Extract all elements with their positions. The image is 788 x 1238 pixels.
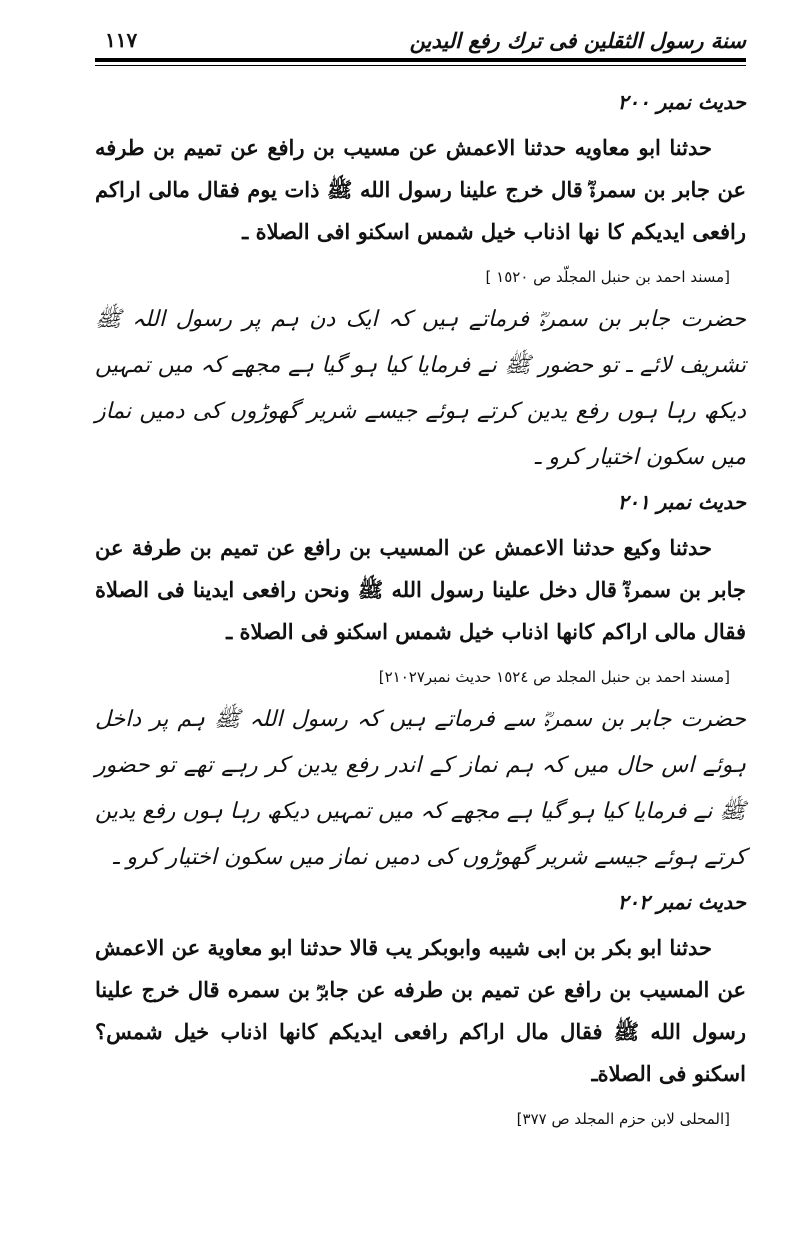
urdu-translation: حضرت جابر بن سمرہؓ سے فرماتے ہیں کہ رسول اللہ ﷺ ہم پر داخل ہوئے اس حال میں کہ ہم نماز کے اندر رفع یدین کر رہے تھے تو حضور ﷺ نے فرمایا کیا ہو گیا ہے مجھے کہ میں تمہیں دیکھ رہا ہوں رفع یدین کرتے ہوئے جیسے شریر گھوڑوں کی دمیں نماز میں سکون اختیار کرو ـ (95, 707, 746, 870)
page-header (95, 28, 746, 54)
arabic-text-body: حدثنا ابو معاويه حدثنا الاعمش عن مسيب بن رافع عن تميم بن طرفه عن جابر بن سمرةؓ قال خرج علينا رسول الله ﷺ ذات يوم فقال مالى اراكم رافعى ايديكم كا نها اذناب خيل شمس اسكنو افى الصلاة ـ (95, 135, 746, 244)
arabic-text (95, 927, 746, 1095)
header-rule-thick (95, 58, 746, 62)
source-reference: [مسند احمد بن حنبل المجلّد ص ١٥٢٠ ] (485, 268, 730, 286)
arabic-text-body: حدثنا ابو بكر بن ابى شيبه وابوبكر يب قالا حدثنا ابو معاوية عن الاعمش عن المسيب بن رافع عن تميم بن طرفه عن جابرؓ بن سمره قال خرج علينا رسول الله ﷺ فقال مال اراكم رافعى ايديكم كانها اذناب خيل شمس؟ اسكنو فى الصلاةـ (95, 935, 746, 1086)
page-body (95, 85, 746, 1139)
hadith-heading: حدیث نمبر ٢٠١ (617, 490, 746, 514)
arabic-text (95, 127, 746, 253)
source-reference: [مسند احمد بن حنبل المجلد ص ١٥٢٤ حديث نمبر٢١٠٢٧] (378, 668, 730, 686)
hadith-block (95, 85, 746, 481)
arabic-text-body: حدثنا وكيع حدثنا الاعمش عن المسيب بن رافع عن تميم بن طرفة عن جابر بن سمرةؓ قال دخل علينا رسول الله ﷺ ونحن رافعى ايدينا فى الصلاة فقال مالى اراكم كانها اذناب خيل شمس اسكنو فى الصلاة ـ (95, 535, 746, 644)
header-rule-thin (95, 65, 746, 66)
arabic-text (95, 527, 746, 653)
hadith-block (95, 485, 746, 881)
page-number: ١١٧ (105, 28, 138, 52)
urdu-translation: حضرت جابر بن سمرہؓ فرماتے ہیں کہ ایک دن ہم پر رسول اللہ ﷺ تشریف لائے ـ تو حضور ﷺ نے فرمایا کیا ہو گیا ہے مجھے کہ میں تمہیں دیکھ رہا ہوں رفع یدین کرتے ہوئے جیسے شریر گھوڑوں کی دمیں نماز میں سکون اختیار کرو ـ (95, 307, 746, 470)
hadith-heading: حدیث نمبر ٢٠٢ (617, 890, 746, 914)
hadith-block (95, 885, 746, 1131)
running-title: سنة رسول الثقلين فى ترك رفع اليدين (409, 28, 746, 53)
source-reference: [المحلى لابن حزم المجلد ص ٣٧٧] (516, 1110, 730, 1128)
hadith-heading: حدیث نمبر ٢٠٠ (617, 90, 746, 114)
